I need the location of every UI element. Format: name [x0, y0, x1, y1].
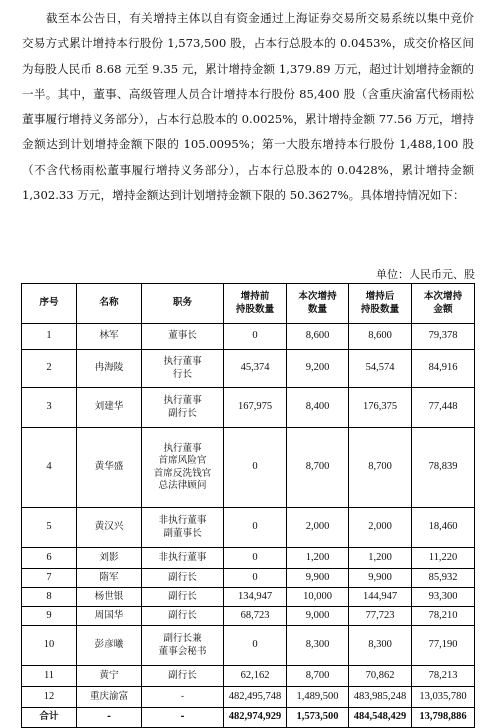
amount-added: 18,460	[412, 508, 475, 548]
amount-added: 11,220	[412, 548, 475, 569]
row-number: 2	[22, 350, 77, 388]
shares-added: 1,200	[287, 548, 349, 569]
total-label: 合计	[22, 708, 77, 728]
holder-title: 副行长	[142, 588, 224, 607]
row-number: 11	[22, 666, 77, 687]
row-number: 8	[22, 588, 77, 607]
row-number: 1	[22, 324, 77, 350]
shares-before: 0	[224, 508, 287, 548]
table-header-row	[22, 284, 475, 324]
holder-title: 副行长	[142, 666, 224, 687]
unit-note: 单位：人民币元、股	[376, 268, 475, 281]
shares-after: 144,947	[349, 588, 412, 607]
shares-before: 167,975	[224, 388, 287, 428]
shares-added: 9,200	[287, 350, 349, 388]
amount-added: 77,190	[412, 626, 475, 666]
shares-after: 176,375	[349, 388, 412, 428]
holder-title: 执行董事 行长	[142, 350, 224, 388]
shares-after: 483,985,248	[349, 687, 412, 708]
holder-title: 执行董事 副行长	[142, 388, 224, 428]
shareholding-table	[21, 283, 475, 728]
holder-name: 重庆渝富	[77, 687, 142, 708]
holder-title: 副行长	[142, 569, 224, 588]
holder-name: 周国华	[77, 607, 142, 626]
holder-name: 黄汉兴	[77, 508, 142, 548]
row-number: 10	[22, 626, 77, 666]
table-row	[22, 607, 475, 626]
column-header: 增持后 持股数量	[349, 284, 412, 324]
shares-added: 8,700	[287, 666, 349, 687]
table-row	[22, 428, 475, 508]
shares-added: 2,000	[287, 508, 349, 548]
shares-added: 9,000	[287, 607, 349, 626]
holder-name: 彭彦曦	[77, 626, 142, 666]
amount-added: 85,932	[412, 569, 475, 588]
row-number: 9	[22, 607, 77, 626]
shares-before: 68,723	[224, 607, 287, 626]
amount-added: 13,035,780	[412, 687, 475, 708]
column-header: 序号	[22, 284, 77, 324]
holder-name: 冉海陵	[77, 350, 142, 388]
row-number: 5	[22, 508, 77, 548]
amount-added: 78,213	[412, 666, 475, 687]
table-row	[22, 626, 475, 666]
shares-added: 10,000	[287, 588, 349, 607]
table-row	[22, 687, 475, 708]
total-name: -	[77, 708, 142, 728]
row-number: 3	[22, 388, 77, 428]
amount-added: 93,300	[412, 588, 475, 607]
shares-before: 0	[224, 626, 287, 666]
shares-added: 9,900	[287, 569, 349, 588]
row-number: 12	[22, 687, 77, 708]
shares-after: 77,723	[349, 607, 412, 626]
shares-added: 8,700	[287, 428, 349, 508]
table-row	[22, 588, 475, 607]
holder-name: 刘影	[77, 548, 142, 569]
shares-added: 8,600	[287, 324, 349, 350]
shares-before: 0	[224, 548, 287, 569]
shares-before: 134,947	[224, 588, 287, 607]
shares-before: 0	[224, 569, 287, 588]
table-row	[22, 666, 475, 687]
shares-before: 0	[224, 428, 287, 508]
column-header: 名称	[77, 284, 142, 324]
holder-title: 董事长	[142, 324, 224, 350]
holder-title: 执行董事 首席风险官 首席反洗钱官 总法律顾问	[142, 428, 224, 508]
shares-before: 0	[224, 324, 287, 350]
holder-name: 杨世银	[77, 588, 142, 607]
amount-added: 84,916	[412, 350, 475, 388]
holder-title: 非执行董事	[142, 548, 224, 569]
row-number: 7	[22, 569, 77, 588]
holder-title: 副行长兼 董事会秘书	[142, 626, 224, 666]
shares-added: 1,489,500	[287, 687, 349, 708]
row-number: 6	[22, 548, 77, 569]
shares-after: 8,700	[349, 428, 412, 508]
shares-after: 8,600	[349, 324, 412, 350]
holder-name: 黄宁	[77, 666, 142, 687]
total-amount: 13,798,886	[412, 708, 475, 728]
shares-before: 482,495,748	[224, 687, 287, 708]
shares-after: 9,900	[349, 569, 412, 588]
total-added: 1,573,500	[287, 708, 349, 728]
table-row	[22, 324, 475, 350]
amount-added: 77,448	[412, 388, 475, 428]
intro-paragraph: 截至本公告日，有关增持主体以自有资金通过上海证券交易所交易系统以集中竞价交易方式累计增持本行股份 1,573,500 股，占本行总股本的 0.0453%，成交价格区间为每股人民币 8.68 元至 9.35 元，累计增持金额 1,379.89 万元，超过计划增持金额的一半。其中，董事、高级管理人员合计增持本行股份 85,400 股（含重庆渝富代杨雨松董事履行增持义务部分），占本行总股本的 0.0025%，累计增持金额 77.56 万元，增持金额达到计划增持金额下限的 105.0095%；第一大股东增持本行股份 1,488,100 股（不含代杨雨松董事履行增持义务部分），占本行总股本的 0.0428%，累计增持金额 1,302.33 万元，增持金额达到计划增持金额下限的 50.3627%。具体增持情况如下：	[22, 11, 474, 203]
shares-added: 8,400	[287, 388, 349, 428]
table-row	[22, 350, 475, 388]
table-row	[22, 548, 475, 569]
shares-before: 45,374	[224, 350, 287, 388]
shares-after: 2,000	[349, 508, 412, 548]
amount-added: 78,210	[412, 607, 475, 626]
holder-title: 非执行董事 副董事长	[142, 508, 224, 548]
holder-name: 黄华盛	[77, 428, 142, 508]
amount-added: 79,378	[412, 324, 475, 350]
column-header: 职务	[142, 284, 224, 324]
holder-name: 林军	[77, 324, 142, 350]
table-body	[22, 324, 475, 728]
shares-after: 1,200	[349, 548, 412, 569]
shares-after: 54,574	[349, 350, 412, 388]
total-before: 482,974,929	[224, 708, 287, 728]
total-title: -	[142, 708, 224, 728]
holder-name: 隋军	[77, 569, 142, 588]
amount-added: 78,839	[412, 428, 475, 508]
holder-title: 副行长	[142, 607, 224, 626]
table-row	[22, 388, 475, 428]
shares-added: 8,300	[287, 626, 349, 666]
table-row	[22, 569, 475, 588]
shares-after: 8,300	[349, 626, 412, 666]
column-header: 本次增持 数量	[287, 284, 349, 324]
total-after: 484,548,429	[349, 708, 412, 728]
column-header: 增持前 持股数量	[224, 284, 287, 324]
row-number: 4	[22, 428, 77, 508]
shares-after: 70,862	[349, 666, 412, 687]
shares-before: 62,162	[224, 666, 287, 687]
holder-title: -	[142, 687, 224, 708]
column-header: 本次增持 金额	[412, 284, 475, 324]
holder-name: 刘建华	[77, 388, 142, 428]
table-row	[22, 508, 475, 548]
